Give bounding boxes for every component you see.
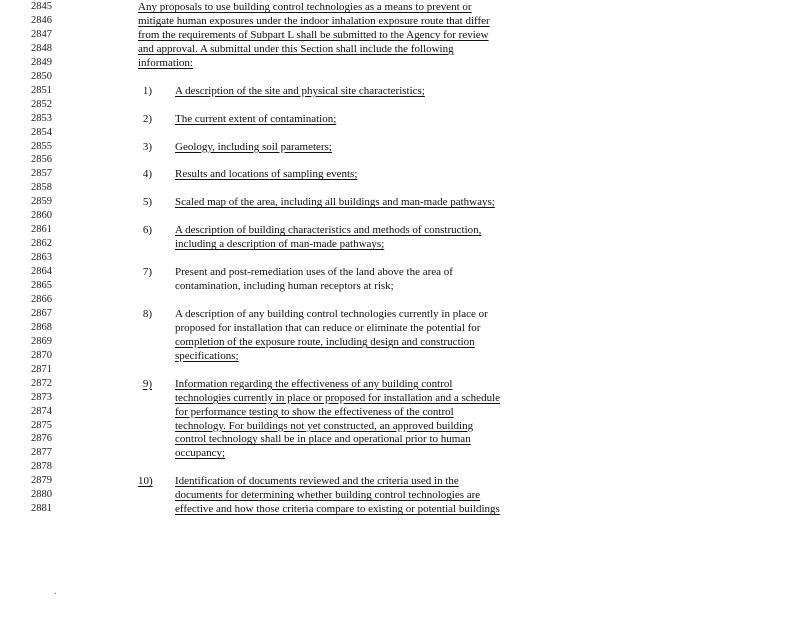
list-item-number: 7) [142, 266, 152, 279]
line-number: 2849 [31, 56, 52, 68]
document-line [0, 140, 800, 154]
document-line [0, 112, 800, 126]
document-line [0, 391, 800, 405]
line-number: 2867 [31, 307, 52, 319]
line-number: 2861 [31, 224, 52, 236]
list-item-continuation: effective and how those criteria compare to existing or potential buildings [175, 503, 500, 516]
document-line [0, 307, 800, 321]
list-item-number: 5) [142, 196, 152, 209]
document-line [0, 432, 800, 446]
document-line [0, 42, 800, 56]
list-item-number: 10) [138, 475, 153, 488]
line-number: 2847 [31, 28, 52, 40]
document-line [0, 153, 800, 167]
line-number: 2855 [31, 140, 52, 152]
document-line [0, 84, 800, 98]
list-item-continuation: for performance testing to show the effectiveness of the control [175, 405, 454, 418]
list-item-continuation: occupancy; [175, 447, 226, 460]
line-number: 2881 [31, 503, 52, 515]
line-number: 2868 [31, 321, 52, 333]
line-number: 2852 [31, 98, 52, 110]
list-item-continuation: control technology shall be in place and operational prior to human [175, 433, 471, 446]
list-item-text: Geology, including soil parameters; [175, 140, 332, 153]
list-item-continuation: proposed for installation that can reduce or eliminate the potential for [175, 321, 481, 334]
line-number: 2846 [31, 14, 52, 26]
document-line [0, 363, 800, 377]
line-number: 2859 [31, 196, 52, 208]
line-number: 2864 [31, 266, 52, 278]
list-item-number: 6) [142, 224, 152, 237]
line-number: 2857 [31, 168, 52, 180]
list-item-number: 9) [142, 377, 152, 390]
line-number: 2874 [31, 405, 52, 417]
list-item-continuation: completion of the exposure route, including design and construction [175, 335, 475, 348]
list-item-text: Identification of documents reviewed and the criteria used in the [175, 475, 459, 488]
line-number: 2870 [31, 349, 52, 361]
list-item-continuation: contamination, including human receptors at risk; [175, 280, 394, 292]
document-line [0, 265, 800, 279]
line-number: 2862 [31, 238, 52, 250]
document-line [0, 126, 800, 140]
list-item-continuation: specifications; [175, 349, 239, 362]
body-text: information: [138, 56, 193, 69]
line-number: 2869 [31, 335, 52, 347]
list-item-number: 4) [142, 168, 152, 181]
line-number: 2854 [31, 126, 52, 138]
list-item-continuation: documents for determining whether building control technologies are [175, 489, 481, 502]
list-item-text: Scaled map of the area, including all buildings and man-made pathways; [175, 196, 495, 209]
document-line [0, 405, 800, 419]
document-line [0, 237, 800, 251]
document-line [0, 14, 800, 28]
line-number: 2866 [31, 293, 52, 305]
document-line [0, 488, 800, 502]
line-number: 2872 [31, 377, 52, 389]
body-text: mitigate human exposures under the indoor inhalation exposure route that differ [138, 14, 490, 27]
line-number: 2873 [31, 391, 52, 403]
line-number: 2845 [31, 1, 52, 12]
line-number: 2856 [31, 154, 52, 166]
document-line [0, 223, 800, 237]
line-number: 2878 [31, 461, 52, 473]
list-item-text: A description of building characteristics and methods of construction, [175, 224, 482, 237]
document-line [0, 209, 800, 223]
list-item-number: 8) [142, 307, 152, 320]
list-item-text: Information regarding the effectiveness of any building control [175, 377, 453, 390]
line-number: 2863 [31, 252, 52, 264]
line-number: 2877 [31, 447, 52, 459]
line-number: 2875 [31, 419, 52, 431]
document-line [0, 349, 800, 363]
body-text: from the requirements of Subpart L shall be submitted to the Agency for review [138, 28, 489, 41]
line-number: 2871 [31, 363, 52, 375]
document-line [0, 28, 800, 42]
list-item-text: Results and locations of sampling events; [175, 168, 358, 181]
body-text: Any proposals to use building control technologies as a means to prevent or [138, 1, 472, 13]
list-item-number: 3) [142, 140, 152, 153]
line-number: 2851 [31, 84, 52, 96]
line-number: 2879 [31, 475, 52, 487]
list-item-text: The current extent of contamination; [175, 112, 337, 125]
list-item-continuation: technologies currently in place or proposed for installation and a schedule [175, 391, 501, 404]
document-line [0, 377, 800, 391]
line-number: 2880 [31, 489, 52, 501]
document-line [0, 293, 800, 307]
footer-mark: . [54, 586, 57, 597]
document-line [0, 502, 800, 516]
line-number: 2860 [31, 210, 52, 222]
line-number: 2858 [31, 182, 52, 194]
document-line [0, 335, 800, 349]
document-line [0, 446, 800, 460]
list-item-text: A description of the site and physical site characteristics; [175, 84, 425, 97]
list-item-continuation: technology. For buildings not yet constructed, an approved building [175, 419, 474, 432]
line-number: 2850 [31, 70, 52, 82]
document-line [0, 251, 800, 265]
line-number: 2876 [31, 433, 52, 445]
document-line [0, 474, 800, 488]
document-line [0, 279, 800, 293]
document-line [0, 56, 800, 70]
document-line [0, 70, 800, 84]
document-line [0, 460, 800, 474]
line-number: 2848 [31, 42, 52, 54]
document-line [0, 167, 800, 181]
list-item-continuation: including a description of man-made pathways; [175, 238, 385, 251]
document-line [0, 0, 800, 14]
list-item-number: 2) [142, 112, 152, 125]
line-number: 2853 [31, 112, 52, 124]
document-line [0, 321, 800, 335]
document-line [0, 98, 800, 112]
line-number: 2865 [31, 280, 52, 291]
list-item-text: A description of any building control technologies currently in place or [175, 307, 488, 320]
document-line [0, 195, 800, 209]
document-line [0, 181, 800, 195]
body-text: and approval. A submittal under this Section shall include the following [138, 42, 454, 55]
document-line [0, 419, 800, 433]
list-item-text: Present and post-remediation uses of the land above the area of [175, 266, 453, 279]
list-item-number: 1) [142, 84, 152, 97]
